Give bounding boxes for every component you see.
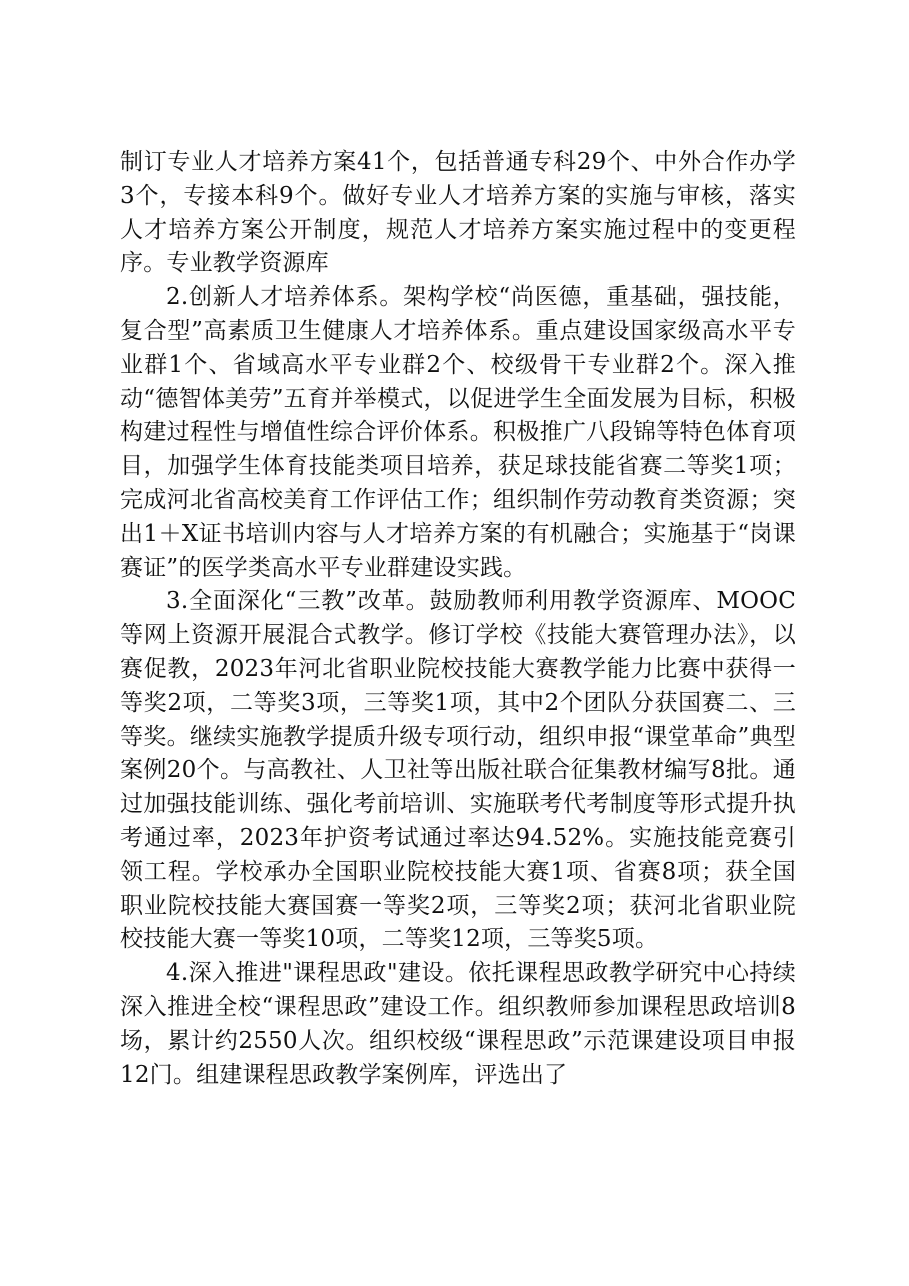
paragraph-curriculum-ideology: 4.深入推进"课程思政"建设。依托课程思政教学研究中心持续深入推进全校“课程思政”建设工作。组织教师参加课程思政培训8场，累计约2550人次。组织校级“课程思政”示范课建设项目申报12门。组建课程思政教学案例库，评选出了 xyxy=(120,960,796,1088)
document-page xyxy=(120,146,796,1092)
paragraph-three-teaching-reform: 3.全面深化“三教”改革。鼓励教师利用教学资源库、MOOC等网上资源开展混合式教学。修订学校《技能大赛管理办法》，以赛促教，2023年河北省职业院校技能大赛教学能力比赛中获得一等奖2项，二等奖3项，三等奖1项，其中2个团队分获国赛二、三等奖。继续实施教学提质升级专项行动，组织申报“课堂革命”典型案例20个。与高教社、人卫社等出版社联合征集教材编写8批。通过加强技能训练、强化考前培训、实施联考代考制度等形式提升执考通过率，2023年护资考试通过率达94.52%。实施技能竞赛引领工程。学校承办全国职业院校技能大赛1项、省赛8项；获全国职业院校技能大赛国赛一等奖2项，三等奖2项；获河北省职业院校技能大赛一等奖10项，二等奖12项，三等奖5项。 xyxy=(120,588,796,953)
paragraph-talent-system: 2.创新人才培养体系。架构学校“尚医德，重基础，强技能，复合型”高素质卫生健康人才培养体系。重点建设国家级高水平专业群1个、省域高水平专业群2个、校级骨干专业群2个。深入推动“德智体美劳”五育并举模式，以促进学生全面发展为目标，积极构建过程性与增值性综合评价体系。积极推广八段锦等特色体育项目，加强学生体育技能类项目培养，获足球技能省赛二等奖1项；完成河北省高校美育工作评估工作；组织制作劳动教育类资源；突出1＋X证书培训内容与人才培养方案的有机融合；实施基于“岗课赛证”的医学类高水平专业群建设实践。 xyxy=(120,284,796,581)
paragraph-continuation: 制订专业人才培养方案41个，包括普通专科29个、中外合作办学3个，专接本科9个。做好专业人才培养方案的实施与审核，落实人才培养方案公开制度，规范人才培养方案实施过程中的变更程序。专业教学资源库 xyxy=(120,149,796,277)
